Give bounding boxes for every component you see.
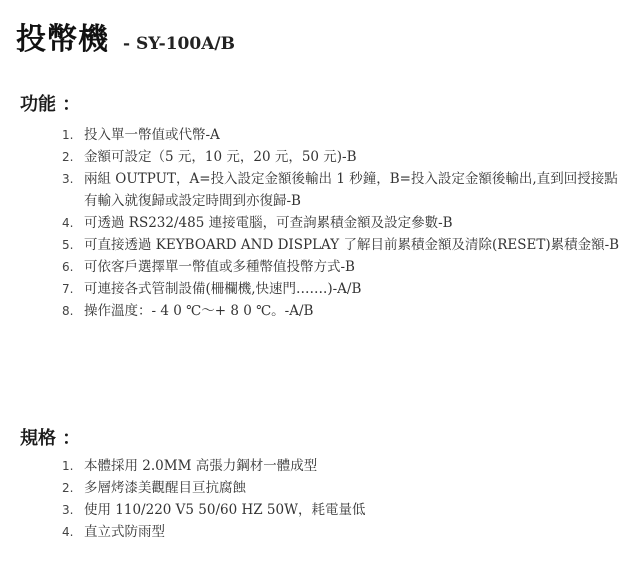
feature-item: [62, 278, 622, 300]
features-list: [62, 124, 622, 322]
feature-text: 金額可設定（5 元，10 元，20 元，50 元)-B: [84, 149, 357, 165]
feature-item: [62, 168, 622, 212]
spec-item: [62, 455, 622, 477]
feature-item: [62, 146, 622, 168]
feature-item: [62, 256, 622, 278]
spec-text: 多層烤漆美觀醒目亘抗腐蝕: [84, 480, 246, 496]
feature-text: 操作溫度：- 4 0 ℃～+ 8 0 ℃。-A/B: [84, 303, 314, 319]
feature-number: 2.: [62, 150, 74, 164]
product-model: - SY-100A/B: [123, 34, 235, 54]
feature-item: [62, 124, 622, 146]
page-title: [16, 14, 235, 58]
feature-text: 可依客戶選擇單一幣值或多種幣值投幣方式-B: [84, 259, 355, 275]
spec-text: 本體採用 2.0MM 高張力鋼材一體成型: [84, 458, 318, 474]
feature-item: [62, 212, 622, 234]
feature-number: 1.: [62, 128, 74, 142]
feature-text: 可連接各式管制設備(柵欄機,快速門…….)-A/B: [84, 281, 362, 297]
feature-text: 可透過 RS232/485 連接電腦，可查詢累積金額及設定參數-B: [84, 215, 453, 231]
spec-item: [62, 477, 622, 499]
feature-text: 兩組 OUTPUT，A=投入設定金額後輸出 1 秒鐘，B=投入設定金額後輸出,直到回授接點有輸入就復歸或設定時間到亦復歸-B: [84, 171, 618, 209]
specs-heading: 規格 ：: [20, 428, 81, 449]
spec-text: 直立式防雨型: [84, 524, 165, 540]
feature-number: 5.: [62, 238, 74, 252]
feature-item: [62, 234, 622, 256]
specs-list: [62, 455, 622, 543]
spec-text: 使用 110/220 V5 50/60 HZ 50W，耗電量低: [84, 502, 366, 518]
feature-text: 投入單一幣值或代幣-A: [84, 127, 220, 143]
spec-number: 2.: [62, 481, 74, 495]
feature-item: [62, 300, 622, 322]
feature-number: 8.: [62, 304, 74, 318]
features-heading: 功能 ：: [20, 94, 81, 115]
feature-number: 7.: [62, 282, 74, 296]
spec-item: [62, 499, 622, 521]
product-name: 投幣機: [16, 22, 109, 57]
feature-number: 4.: [62, 216, 74, 230]
feature-number: 3.: [62, 172, 74, 186]
spec-number: 3.: [62, 503, 74, 517]
spec-item: [62, 521, 622, 543]
spec-number: 1.: [62, 459, 74, 473]
spec-number: 4.: [62, 525, 74, 539]
feature-number: 6.: [62, 260, 74, 274]
feature-text: 可直接透過 KEYBOARD AND DISPLAY 了解目前累積金額及清除(RESET)累積金額-B: [84, 237, 620, 253]
